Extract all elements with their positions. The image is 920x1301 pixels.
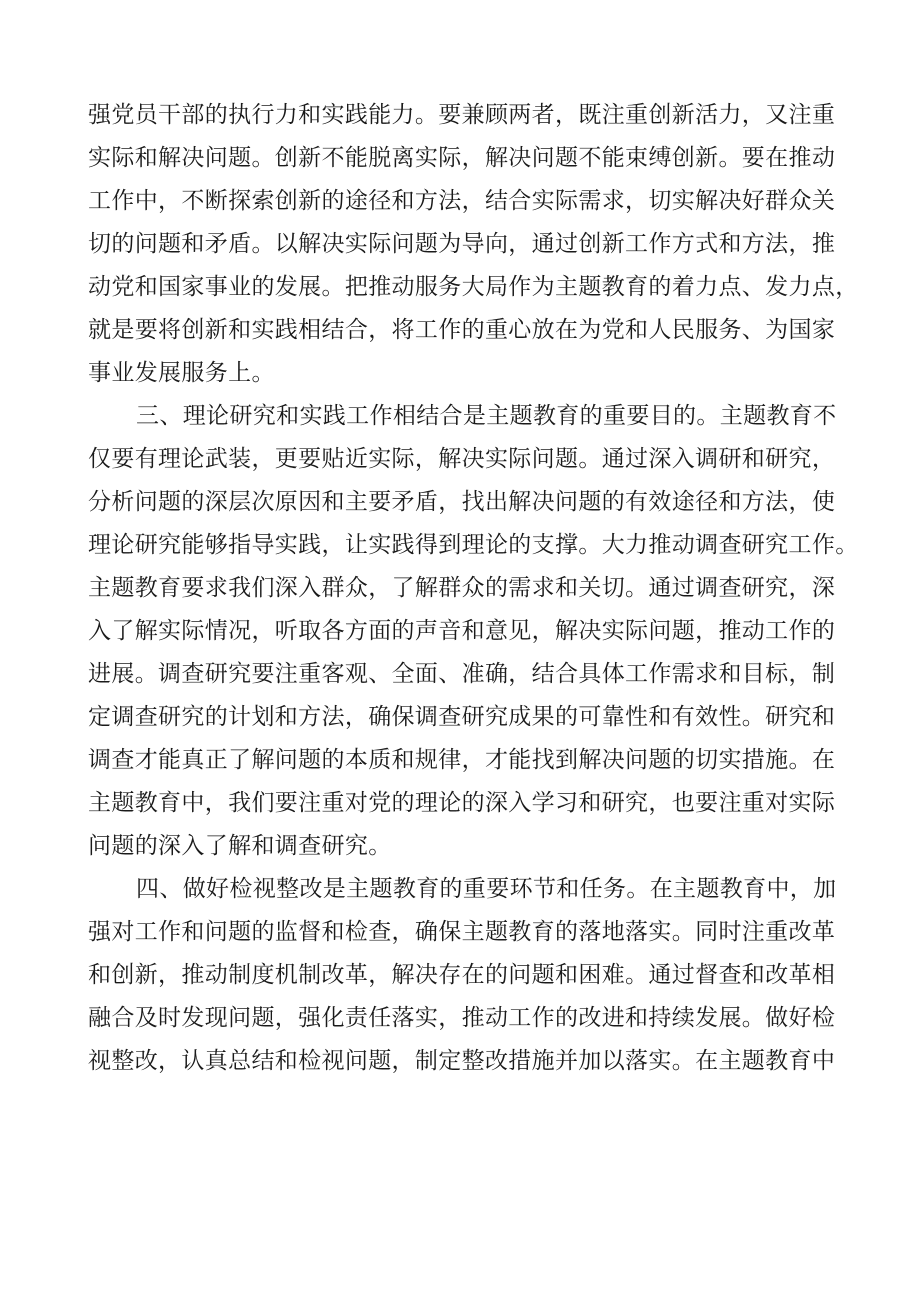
- text-line: 动党和国家事业的发展。把推动服务大局作为主题教育的着力点、发力点，: [88, 274, 859, 300]
- text-line: 仅要有理论武装，更要贴近实际，解决实际问题。通过深入调研和研究，: [88, 446, 836, 472]
- text-line: 实际和解决问题。创新不能脱离实际，解决问题不能束缚创新。要在推动: [88, 145, 836, 171]
- text-line: 强党员干部的执行力和实践能力。要兼顾两者，既注重创新活力，又注重: [88, 102, 836, 128]
- text-line: 就是要将创新和实践相结合，将工作的重心放在为党和人民服务、为国家: [88, 317, 836, 343]
- text-line: 进展。调查研究要注重客观、全面、准确，结合具体工作需求和目标，制: [88, 661, 836, 687]
- text-line: 和创新，推动制度机制改革，解决存在的问题和困难。通过督查和改革相: [88, 962, 836, 988]
- text-line: 切的问题和矛盾。以解决实际问题为导向，通过创新工作方式和方法，推: [88, 231, 836, 257]
- text-line: 问题的深入了解和调查研究。: [88, 833, 392, 859]
- paragraph-first-line: 四、做好检视整改是主题教育的重要环节和任务。在主题教育中，加: [136, 876, 837, 902]
- text-line: 强对工作和问题的监督和检查，确保主题教育的落地落实。同时注重改革: [88, 919, 836, 945]
- text-line: 入了解实际情况，听取各方面的声音和意见，解决实际问题，推动工作的: [88, 618, 836, 644]
- text-line: 视整改，认真总结和检视问题，制定整改措施并加以落实。在主题教育中: [88, 1048, 836, 1074]
- text-line: 工作中，不断探索创新的途径和方法，结合实际需求，切实解决好群众关: [88, 188, 836, 214]
- text-line: 融合及时发现问题，强化责任落实，推动工作的改进和持续发展。做好检: [88, 1005, 836, 1031]
- text-line: 事业发展服务上。: [88, 360, 275, 386]
- text-line: 主题教育要求我们深入群众，了解群众的需求和关切。通过调查研究，深: [88, 575, 836, 601]
- paragraph-first-line: 三、理论研究和实践工作相结合是主题教育的重要目的。主题教育不: [136, 403, 837, 429]
- text-line: 理论研究能够指导实践，让实践得到理论的支撑。大力推动调查研究工作。: [88, 532, 859, 558]
- text-line: 定调查研究的计划和方法，确保调查研究成果的可靠性和有效性。研究和: [88, 704, 836, 730]
- text-line: 分析问题的深层次原因和主要矛盾，找出解决问题的有效途径和方法，使: [88, 489, 836, 515]
- text-line: 主题教育中，我们要注重对党的理论的深入学习和研究，也要注重对实际: [88, 790, 836, 816]
- text-line: 调查才能真正了解问题的本质和规律，才能找到解决问题的切实措施。在: [88, 747, 836, 773]
